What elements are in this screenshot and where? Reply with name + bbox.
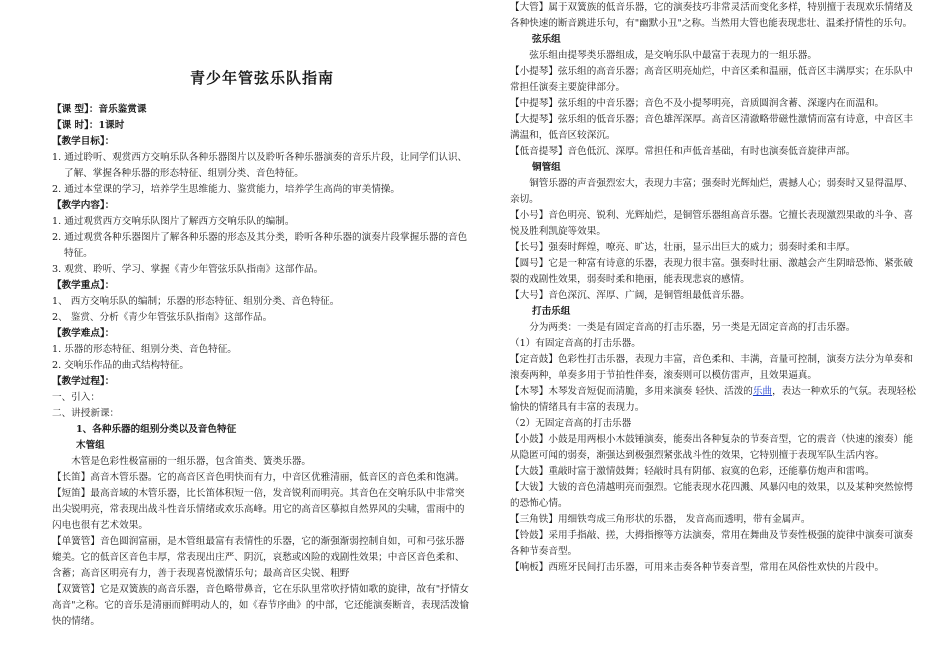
instrument-paragraph: 【大鼓】重敲时富于激情鼓舞；轻敲时具有阴郁、寂寞的色彩，还能摹仿炮声和雷鸣。 — [510, 466, 875, 477]
instrument-paragraph: 【响板】西班牙民间打击乐器，可用来击奏各种节奏音型，常用在风俗性欢快的片段中。 — [510, 562, 885, 573]
goals-heading: 【教学目标】： — [52, 136, 115, 147]
instrument-paragraph: 【圆号】它是一种富有诗意的乐器，表现力很丰富。强奏时壮丽、激越会产生阴暗恐怖、紧张破裂的戏剧性效果，弱奏时柔和艳丽，能表现悲哀的感情。 — [510, 258, 913, 285]
pitched-heading: （1）有固定音高的打击乐器。 — [510, 338, 641, 349]
instrument-paragraph: 【短笛】最高音域的木管乐器，比长笛体积短一倍，发音锐利而明亮。其音色在交响乐队中非常突出尖锐明亮，常表现出战斗性音乐情绪或欢乐高峰。用它的高音区摹拟自然界风的尖啸，雷雨中的闪电也很有艺术效果。 — [52, 488, 465, 531]
content-heading: 【教学内容】： — [52, 200, 115, 211]
brass-intro: 铜管乐器的声音强烈宏大，表现力丰富；强奏时光辉灿烂，震撼人心；弱奏时又显得温厚、亲切。 — [510, 178, 913, 205]
instrument-paragraph: 【单簧管】音色圆润富丽，是木管组最富有表情性的乐器，它的渐强渐弱控制自如，可和弓弦乐器媲美。它的低音区音色丰厚，常表现出庄严、阴沉，哀愁或凶险的戏剧性效果；中音区音色柔和、含蓄；高音区明亮有力，善于表现喜悦激情乐句；最高音区尖锐、粗野 — [52, 536, 465, 579]
process-heading: 【教学过程】： — [52, 376, 115, 387]
instrument-paragraph: 【长号】强奏时辉煌，嘹亮、旷达，壮丽，显示出巨大的威力；弱奏时柔和丰厚。 — [510, 242, 856, 253]
difficult-heading: 【教学难点】： — [52, 328, 115, 339]
left-column — [52, 0, 472, 630]
instrument-paragraph: 【小号】音色明亮、锐利、光辉灿烂，是铜管乐器组高音乐器。它擅长表现激烈果敢的斗争、喜悦及胜利凯旋等效果。 — [510, 210, 913, 237]
key-item: 2、 鉴赏、分析《青少年管弦乐队指南》这部作品。 — [52, 312, 273, 323]
instrument-paragraph: 【双簧管】它是双簧族的高音乐器，音色略带鼻音，它在乐队里常吹抒情如歌的旋律，故有"抒情女高音"之称。它的音乐是清丽而鲜明动人的，如《春节序曲》的中部，它还能演奏断音，表现活泼愉快的情绪。 — [52, 584, 469, 627]
instrument-paragraph: 【小提琴】弦乐组的高音乐器；高音区明亮灿烂，中音区柔和温丽，低音区丰满厚实；在乐队中常担任演奏主要旋律部分。 — [510, 66, 913, 93]
goal-item: 2. 通过本堂课的学习，培养学生思维能力、鉴赏能力，培养学生高尚的审美情操。 — [52, 184, 400, 195]
key-item: 1、 西方交响乐队的编制；乐器的形态特征、组别分类、音色特征。 — [52, 296, 340, 307]
woodwind-heading: 木管组 — [76, 440, 105, 451]
instrument-paragraph: 【大钹】大钹的音色清越明亮而强烈。它能表现水花四溅、风暴闪电的效果，以及某种突然惊愕的恐怖心情。 — [510, 482, 913, 509]
goal-item: 1. 通过聆听、观赏西方交响乐队各种乐器图片以及聆听各种乐器演奏的音乐片段，让同学们认识、了解、掌握各种乐器的形态特征、组别分类、音色特征。 — [52, 152, 468, 179]
strings-intro: 弦乐组由提琴类乐器组成，是交响乐队中最富于表现力的一组乐器。 — [529, 50, 817, 61]
instrument-paragraph: 【三角铁】用细铁弯成三角形状的乐器， 发音高而透明，带有金属声。 — [510, 514, 811, 525]
document-title: 青少年管弦乐队指南 — [189, 69, 334, 87]
key-heading: 【教学重点】： — [52, 280, 115, 291]
brass-heading: 铜管组 — [532, 162, 561, 173]
content-item: 2. 通过观赏各种乐器图片了解各种乐器的形态及其分类，聆听各种乐器的演奏片段掌握乐器的音色特征。 — [52, 232, 468, 259]
instrument-paragraph: 【大管】属于双簧族的低音乐器，它的演奏技巧非常灵活而变化多样，特别擅于表现欢乐情绪及各种快速的断音跳进乐句，有"幽默小丑"之称。当然用大管也能表现悲壮、温柔抒情性的乐句。 — [510, 2, 913, 29]
strings-heading: 弦乐组 — [532, 34, 561, 45]
course-hours: 【课 时】：1课时 — [52, 120, 125, 131]
music-link[interactable]: 乐曲 — [752, 386, 773, 397]
instrument-paragraph: 【长笛】高音木管乐器。它的高音区音色明快而有力，中音区优雅清丽，低音区的音色柔和饱满。 — [52, 472, 465, 483]
instrument-paragraph: 【中提琴】弦乐组的中音乐器；音色不及小提琴明亮，音质圆润含蓄、深邃内在而温和。 — [510, 98, 885, 109]
process-item: 二、讲授新课： — [52, 408, 120, 419]
woodwind-intro: 木管是色彩性极富丽的一组乐器，包含笛类、簧类乐器。 — [71, 456, 312, 467]
instrument-paragraph: 【定音鼓】色彩性打击乐器，表现力丰富，音色柔和、丰满，音量可控制，演奏方法分为单奏和滚奏两种，单奏多用于节拍性伴奏，滚奏则可以模仿雷声，且效果逼真。 — [510, 354, 913, 381]
woodblock-text: ，表达一种欢乐的气氛。表现轻松愉快的情绪具有丰富的表现力。 — [510, 386, 916, 413]
course-type: 【课 型】：音乐鉴赏课 — [52, 104, 147, 115]
percussion-intro: 分为两类：一类是有固定音高的打击乐器，另一类是无固定音高的打击乐器。 — [529, 322, 856, 333]
instrument-paragraph: 【大号】音色深沉、浑厚、广阔，是铜管组最低音乐器。 — [510, 290, 750, 301]
right-column — [510, 0, 922, 576]
difficult-item: 1. 乐器的形态特征、组别分类、音色特征。 — [52, 344, 237, 355]
content-item: 3. 观赏、聆听、学习、掌握《青少年管弦乐队指南》这部作品。 — [52, 264, 324, 275]
percussion-heading: 打击乐组 — [532, 306, 571, 317]
instrument-paragraph: 【铃鼓】采用手指敲、搓，大拇指擦等方法演奏，常用在舞曲及节奏性极强的旋律中演奏可演奏各种节奏音型。 — [510, 530, 913, 557]
section-heading: 1、各种乐器的组别分类以及音色特征 — [76, 424, 237, 435]
unpitched-heading: （2）无固定音高的打击乐器 — [510, 418, 632, 429]
instrument-paragraph: 【大提琴】弦乐组的低音乐器；音色雄浑深厚。高音区清澈略带磁性激情而富有诗意，中音区丰满温和，低音区较深沉。 — [510, 114, 913, 141]
instrument-paragraph: 【低音提琴】音色低沉、深厚。常担任和声低音基础，有时也演奏低音旋律声部。 — [510, 146, 856, 157]
instrument-paragraph: 【小鼓】小鼓是用两根小木鼓锤演奏，能奏出各种复杂的节奏音型，它的震音（快速的滚奏）能从隐匿可闻的弱奏，渐强达到极强烈紧张战斗性的效果，它特别擅于表现军队生活内容。 — [510, 434, 913, 461]
woodblock-text: 【木琴】木琴发音短促而清脆，多用来演奏 轻快、活泼的 — [510, 386, 753, 397]
instrument-paragraph — [510, 384, 922, 416]
content-item: 1. 通过观赏西方交响乐队图片了解西方交响乐队的编制。 — [52, 216, 295, 227]
process-item: 一、引入： — [52, 392, 100, 403]
difficult-item: 2. 交响乐作品的曲式结构特征。 — [52, 360, 189, 371]
